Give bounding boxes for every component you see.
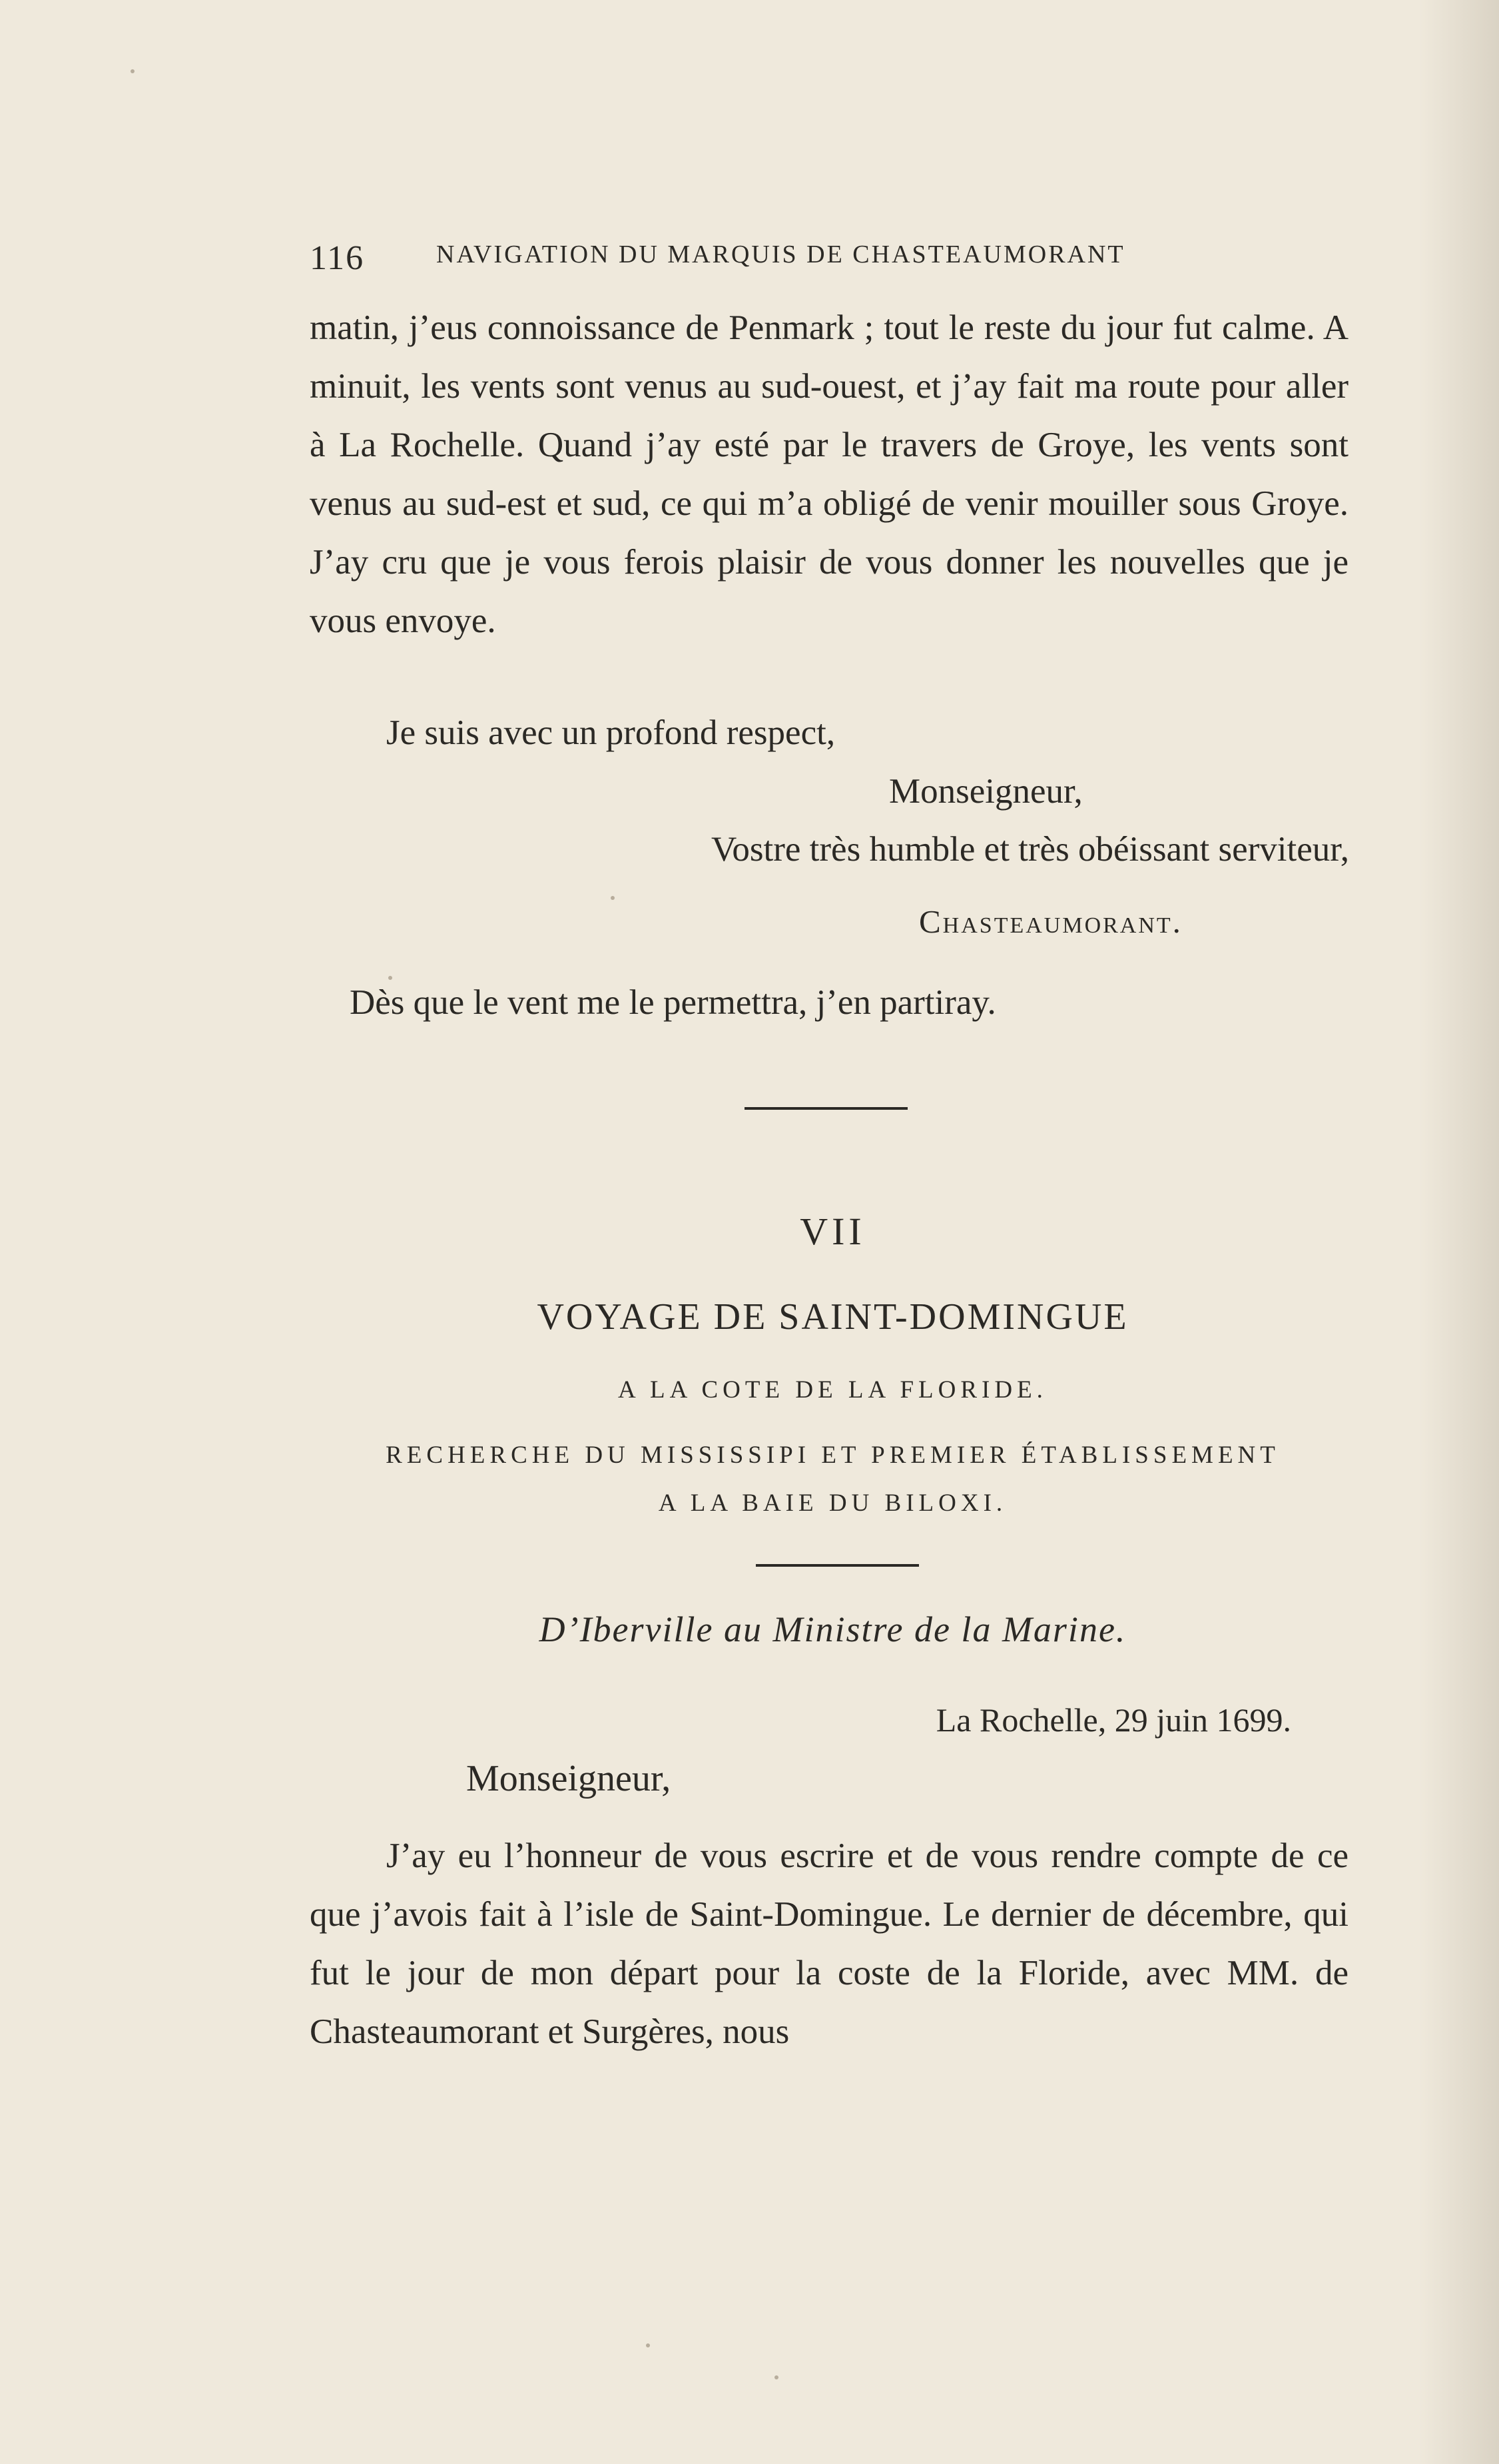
section-divider-rule: [745, 1107, 908, 1110]
paper-speck: [611, 896, 615, 900]
paper-speck: [646, 2343, 650, 2347]
section-number: VII: [800, 1210, 866, 1253]
letter-1-closing-salutation: Monseigneur,: [889, 772, 1083, 811]
letter-2-dateline: La Rochelle, 29 juin 1699.: [936, 1701, 1291, 1739]
section-subtitle-2: RECHERCHE DU MISSISSIPI ET PREMIER ÉTABLISSEMENT: [386, 1441, 1280, 1469]
paper-speck: [388, 976, 392, 980]
running-head: NAVIGATION DU MARQUIS DE CHASTEAUMORANT: [436, 240, 1125, 268]
section-subtitle-3: A LA BAIE DU BILOXI.: [658, 1489, 1008, 1517]
section-title: VOYAGE DE SAINT-DOMINGUE: [537, 1296, 1129, 1338]
title-divider-rule: [756, 1564, 919, 1567]
letter-2-salutation: Monseigneur,: [466, 1758, 671, 1799]
letter-2-paragraph: J’ay eu l’honneur de vous escrire et de vous rendre compte de ce que j’avois fait à l’isle de Saint-Domingue. Le dernier de décembre, qui fut le jour de mon départ pour la coste de la Floride, avec MM. de Chasteaumorant et Surgères, nous: [310, 1837, 1349, 2051]
letter-2-heading: D’Iberville au Ministre de la Marine.: [539, 1609, 1127, 1649]
letter-1-closing-line-1: Je suis avec un profond respect,: [386, 713, 836, 752]
letter-1-closing-line-2: Vostre très humble et très obéissant serviteur,: [711, 830, 1349, 869]
paper-speck: [131, 69, 135, 73]
section-subtitle-1: A LA COTE DE LA FLORIDE.: [618, 1376, 1048, 1404]
letter-1-postscript: Dès que le vent me le permettra, j’en partiray.: [350, 983, 996, 1022]
paper-speck: [774, 2375, 778, 2379]
letter-1-paragraph: matin, j’eus connoissance de Penmark ; tout le reste du jour fut calme. A minuit, les vents sont venus au sud-ouest, et j’ay fait ma route pour aller à La Rochelle. Quand j’ay esté par le travers de Groye, les vents sont venus au sud-est et sud, ce qui m’a obligé de venir mouiller sous Groye. J’ay cru que je vous ferois plaisir de vous donner les nouvelles que je vous envoye.: [310, 308, 1349, 640]
page-header: [310, 225, 1355, 285]
letter-1-signature: Chasteaumorant.: [919, 903, 1183, 940]
page-number: 116: [310, 239, 365, 277]
